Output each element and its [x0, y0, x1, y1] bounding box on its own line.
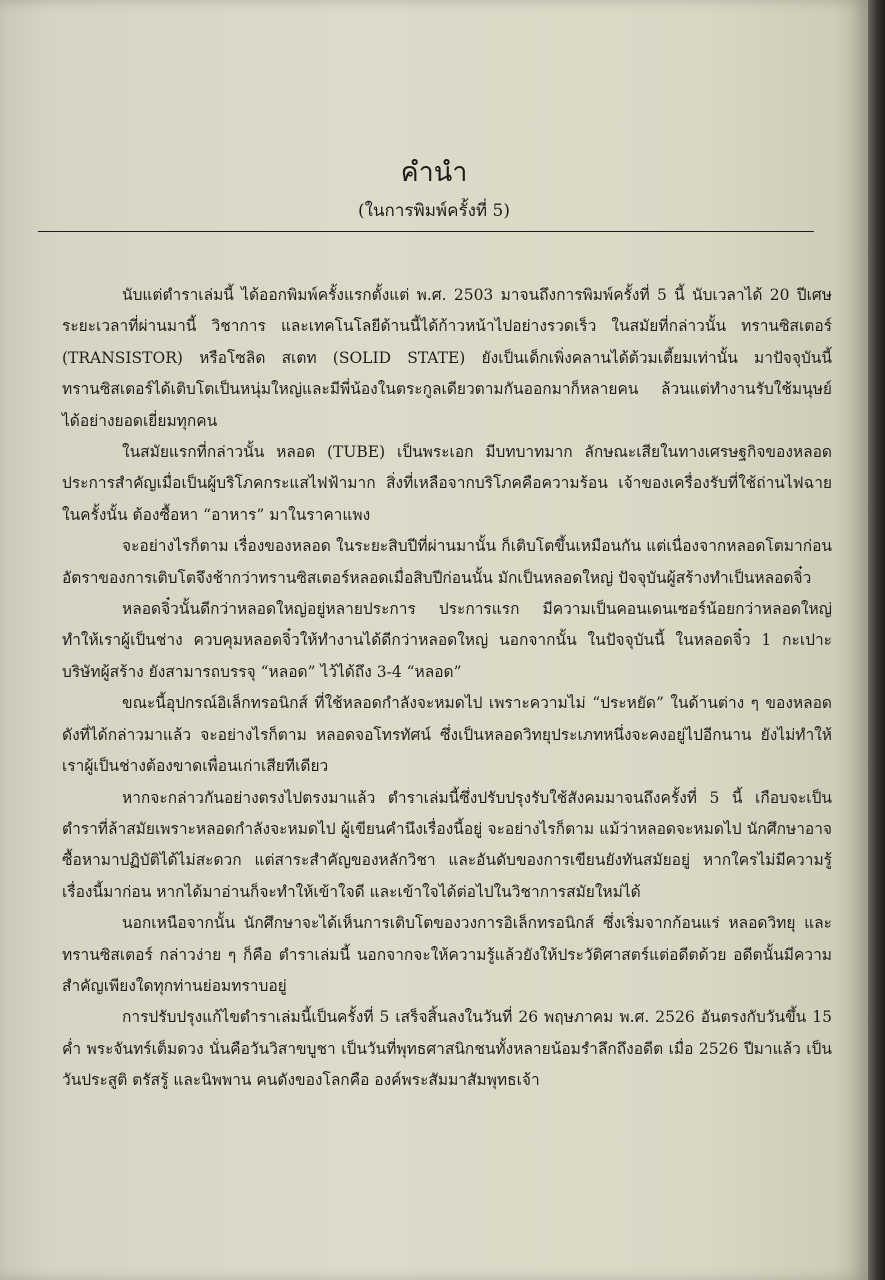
page-edge-shadow	[868, 0, 885, 1280]
paragraph: ในสมัยแรกที่กล่าวนั้น หลอด (TUBE) เป็นพระเอก มีบทบาทมาก ลักษณะเสียในทางเศรษฐกิจของหลอดประการสำคัญเมื่อเป็นผู้บริโภคกระแสไฟฟ้ามาก สิ่งที่เหลือจากบริโภคคือความร้อน เจ้าของเครื่องรับที่ใช้ถ่านไฟฉายในครั้งนั้น ต้องซื้อหา “อาหาร” มาในราคาแพง	[62, 443, 832, 524]
title-divider	[38, 231, 814, 232]
paragraph: การปรับปรุงแก้ไขตำราเล่มนี้เป็นครั้งที่ 5 เสร็จสิ้นลงในวันที่ 26 พฤษภาคม พ.ศ. 2526 อันตรงกับวันขึ้น 15 ค่ำ พระจันทร์เต็มดวง นั่นคือวันวิสาขบูชา เป็นวันที่พุทธศาสนิกชนทั้งหลายน้อมรำลึกถึงอดีต เมื่อ 2526 ปีมาแล้ว เป็นวันประสูติ ตรัสรู้ และนิพพาน คนดังของโลกคือ องค์พระสัมมาสัมพุทธเจ้า	[62, 1008, 832, 1090]
paragraph: นับแต่ตำราเล่มนี้ ได้ออกพิมพ์ครั้งแรกตั้งแต่ พ.ศ. 2503 มาจนถึงการพิมพ์ครั้งที่ 5 นี้ นับเวลาได้ 20 ปีเศษ ระยะเวลาที่ผ่านมานี้ วิชาการ และเทคโนโลยีด้านนี้ได้ก้าวหน้าไปอย่างรวดเร็ว ในสมัยที่กล่าวนั้น ทรานซิสเตอร์ (TRANSISTOR) หรือโซลิด สเตท (SOLID STATE) ยังเป็นเด็กเพิ่งคลานได้ต้วมเตี้ยมเท่านั้น มาปัจจุบันนี้ทรานซิสเตอร์ได้เติบโตเป็นหนุ่มใหญ่และมีพี่น้องในตระกูลเดียวตามกันออกมาก็หลายคน ล้วนแต่ทำงานรับใช้มนุษย์ได้อย่างยอดเยี่ยมทุกคน	[62, 286, 832, 430]
paragraph: นอกเหนือจากนั้น นักศึกษาจะได้เห็นการเติบโตของวงการอิเล็กทรอนิกส์ ซึ่งเริ่มจากก้อนแร่ หลอดวิทยุ และทรานซิสเตอร์ กล่าวง่าย ๆ ก็คือ ตำราเล่มนี้ นอกจากจะให้ความรู้แล้วยังให้ประวัติศาสตร์แต่อดีตด้วย อดีตนั้นมีความสำคัญเพียงใดทุกท่านย่อมทราบอยู่	[62, 914, 832, 995]
paragraph: หากจะกล่าวกันอย่างตรงไปตรงมาแล้ว ตำราเล่มนี้ซึ่งปรับปรุงรับใช้สังคมมาจนถึงครั้งที่ 5 นี้ เกือบจะเป็นตำราที่ล้าสมัยเพราะหลอดกำลังจะหมดไป ผู้เขียนคำนึงเรื่องนี้อยู่ จะอย่างไรก็ตาม แม้ว่าหลอดจะหมดไป นักศึกษาอาจซื้อหามาปฏิบัติได้ไม่สะดวก แต่สาระสำคัญของหลักวิชา และอันดับของการเขียนยังทันสมัยอยู่ หากใครไม่มีความรู้เรื่องนี้มาก่อน หากได้มาอ่านก็จะทำให้เข้าใจดี และเข้าใจได้ต่อไปในวิชาการสมัยใหม่ได้	[62, 788, 832, 901]
page-title: คำนำ	[400, 157, 468, 188]
paragraph: หลอดจิ๋วนั้นดีกว่าหลอดใหญ่อยู่หลายประการ ประการแรก มีความเป็นคอนเดนเซอร์น้อยกว่าหลอดใหญ่ ทำให้เราผู้เป็นช่าง ควบคุมหลอดจิ๋วให้ทำงานได้ดีกว่าหลอดใหญ่ นอกจากนั้น ในปัจจุบันนี้ ในหลอดจิ๋ว 1 กะเปาะ บริษัทผู้สร้าง ยังสามารถบรรจุ “หลอด” ไว้ได้ถึง 3-4 “หลอด”	[62, 600, 832, 681]
body-text	[62, 280, 832, 1097]
paragraph: จะอย่างไรก็ตาม เรื่องของหลอด ในระยะสิบปีที่ผ่านมานั้น ก็เติบโตขึ้นเหมือนกัน แต่เนื่องจากหลอดโตมาก่อน อัตราของการเติบโตจึงช้ากว่าทรานซิสเตอร์หลอดเมื่อสิบปีก่อนนั้น มักเป็นหลอดใหญ่ ปัจจุบันผู้สร้างทำเป็นหลอดจิ๋ว	[62, 537, 832, 587]
paragraph: ขณะนี้อุปกรณ์อิเล็กทรอนิกส์ ที่ใช้หลอดกำลังจะหมดไป เพราะความไม่ “ประหยัด” ในด้านต่าง ๆ ของหลอดดังที่ได้กล่าวมาแล้ว จะอย่างไรก็ตาม หลอดจอโทรทัศน์ ซึ่งเป็นหลอดวิทยุประเภทหนึ่งจะคงอยู่ไปอีกนาน ยังไม่ทำให้เราผู้เป็นช่างต้องขาดเพื่อนเก่าเสียทีเดียว	[62, 694, 832, 776]
page-subtitle: (ในการพิมพ์ครั้งที่ 5)	[357, 201, 510, 221]
